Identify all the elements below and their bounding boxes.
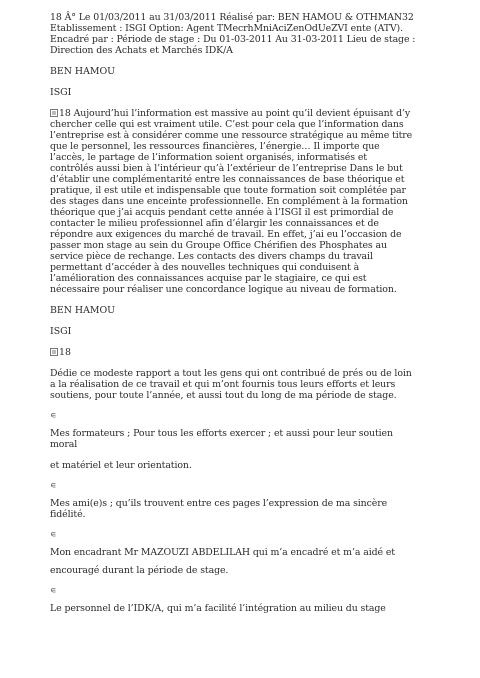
page-ref: 18 <box>59 108 71 119</box>
thanks-amis: Mes ami(e)s ; qu’ils trouvent entre ces pages l’expression de ma sincère <box>50 498 388 509</box>
intro-line: l’entreprise est à considérer comme une ressource stratégique au même titre <box>50 130 413 141</box>
intro-line: l’accès, le partage de l’information soient organisés, informatisés et <box>50 152 367 163</box>
intro-line: des stages dans une enceinte professionnelle. En complément à la formation <box>50 196 408 207</box>
intro-line: contacter le milieu professionnel afin d’élargir les connaissances et de <box>50 218 379 229</box>
dedication-paragraph <box>50 368 456 401</box>
intro-paragraph <box>50 108 456 295</box>
thanks-encadrant: Mon encadrant Mr MAZOUZI ABDELILAH qui m’a encadré et m’a aidé et <box>50 547 395 558</box>
thanks-formateurs-end: et matériel et leur orientation. <box>50 460 192 471</box>
thanks-encadrant-cont: encouragé durant la période de stage. <box>50 565 229 576</box>
intro-line: permettant d’accéder à des nouvelles techniques qui conduisent à <box>50 262 360 273</box>
intro-line: d’établir une complémentarité entre les connaissances de base théorique et <box>50 174 405 185</box>
dedication-line: Dédie ce modeste rapport a tout les gens qui ont contribué de prés ou de loin <box>50 368 412 379</box>
thanks-amis-cont: fidélité. <box>50 509 86 520</box>
intro-line: répondre aux exigences du marché de travail. En effet, j’ai eu l’occasion de <box>50 229 402 240</box>
header-line-2: Etablissement : ISGI Option: Agent TMecrhMniAciZenOdUeZVI ente (ATV). <box>50 23 403 34</box>
dedication-line: soutiens, pour toute l’année, et aussi tout du long de ma période de stage. <box>50 390 397 401</box>
school-name-2: ISGI <box>50 326 72 337</box>
intro-line: contrôlés aussi bien à l’intérieur qu’à l’extérieur de l’entreprise Dans le but <box>50 163 403 174</box>
bullet-glyph: ∊ <box>50 481 57 491</box>
author-name: BEN HAMOU <box>50 66 116 77</box>
thanks-formateurs-cont: moral <box>50 439 78 450</box>
broken-image-icon <box>50 109 58 117</box>
author-name-2: BEN HAMOU <box>50 305 116 316</box>
page-ref-2: 18 <box>50 347 456 358</box>
bullet-glyph: ∊ <box>50 411 57 421</box>
intro-line: pratique, il est utile et indispensable que toute formation soit complétée par <box>50 185 406 196</box>
header-line-3: Encadré par : Période de stage : Du 01-03-2011 Au 31-03-2011 Lieu de stage : <box>50 34 416 45</box>
intro-line: que le personnel, les ressources financières, l’énergie… Il importe que <box>50 141 380 152</box>
dedication-line: a la réalisation de ce travail et qui m’ont fournis tous leurs efforts et leurs <box>50 379 396 390</box>
intro-line: chercher celle qui est vraiment utile. C’est pour cela que l’information dans <box>50 119 404 130</box>
intro-line: théorique que j’ai acquis pendant cette année à l’ISGI il est primordial de <box>50 207 394 218</box>
bullet-glyph: ∊ <box>50 586 57 596</box>
intro-line: l’amélioration des connaissances acquise par le stagiaire, ce qui est <box>50 273 367 284</box>
school-name: ISGI <box>50 87 72 98</box>
thanks-personnel: Le personnel de l’IDK/A, qui m’a facilité l’intégration au milieu du stage <box>50 603 386 614</box>
header-line-1: 18 Â° Le 01/03/2011 au 31/03/2011 Réalisé par: BEN HAMOU & OTHMAN32 <box>50 12 414 23</box>
intro-line: nécessaire pour réaliser une concordance logique au niveau de formation. <box>50 284 397 295</box>
thanks-formateurs: Mes formateurs ; Pour tous les efforts exercer ; et aussi pour leur soutien <box>50 428 393 439</box>
header-block <box>50 12 456 56</box>
broken-image-icon <box>50 348 58 356</box>
bullet-glyph: ∊ <box>50 530 57 540</box>
intro-line: 18 Aujourd’hui l’information est massive au point qu’il devient épuisant d’y <box>50 108 456 119</box>
intro-line: passer mon stage au sein du Groupe Office Chérifien des Phosphates au <box>50 240 387 251</box>
header-line-4: Direction des Achats et Marchés IDK/A <box>50 45 233 56</box>
intro-line: service pièce de rechange. Les contacts des divers champs du travail <box>50 251 373 262</box>
